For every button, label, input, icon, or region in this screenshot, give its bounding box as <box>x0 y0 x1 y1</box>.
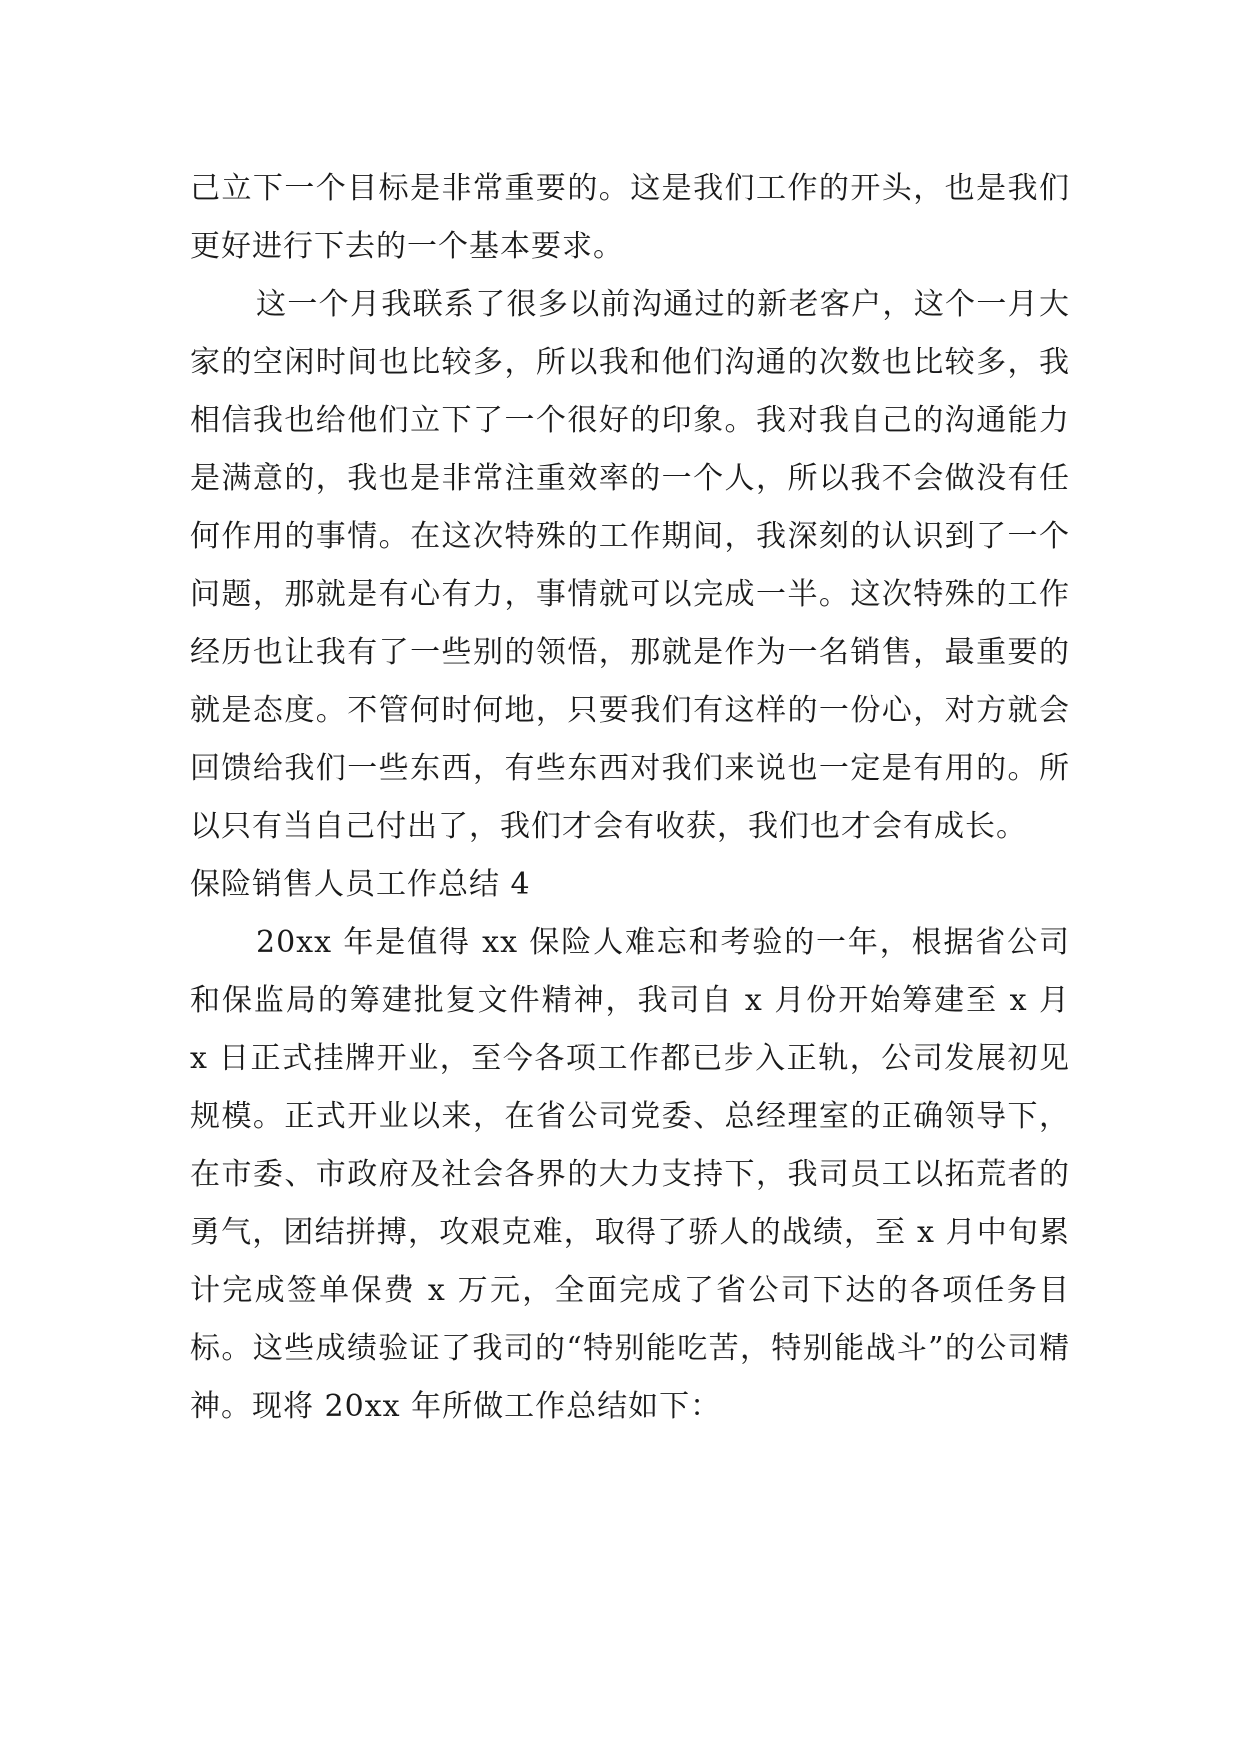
paragraph-client-contact: 这一个月我联系了很多以前沟通过的新老客户，这个一月大家的空闲时间也比较多，所以我和他们沟通的次数也比较多，我相信我也给他们立下了一个很好的印象。我对我自己的沟通能力是满意的，我也是非常注重效率的一个人，所以我不会做没有任何作用的事情。在这次特殊的工作期间，我深刻的认识到了一个问题，那就是有心有力，事情就可以完成一半。这次特殊的工作经历也让我有了一些别的领悟，那就是作为一名销售，最重要的就是态度。不管何时何地，只要我们有这样的一份心，对方就会回馈给我们一些东西，有些东西对我们来说也一定是有用的。所以只有当自己付出了，我们才会有收获，我们也才会有成长。 <box>190 287 1070 844</box>
paragraph-continuation: 己立下一个目标是非常重要的。这是我们工作的开头，也是我们更好进行下去的一个基本要求。 <box>190 171 1070 264</box>
paragraph-section-intro: 20xx 年是值得 xx 保险人难忘和考验的一年，根据省公司和保监局的筹建批复文件精神，我司自 x 月份开始筹建至 x 月 x 日正式挂牌开业，至今各项工作都已步入正轨，公司发展初见规模。正式开业以来，在省公司党委、总经理室的正确领导下，在市委、市政府及社会各界的大力支持下，我司员工以拓荒者的勇气，团结拼搏，攻艰克难，取得了骄人的战绩，至 x 月中旬累计完成签单保费 x 万元，全面完成了省公司下达的各项任务目标。这些成绩验证了我司的“特别能吃苦，特别能战斗”的公司精神。现将 20xx 年所做工作总结如下： <box>190 925 1070 1424</box>
document-body <box>190 160 1070 1436</box>
section-heading: 保险销售人员工作总结 4 <box>190 867 531 902</box>
